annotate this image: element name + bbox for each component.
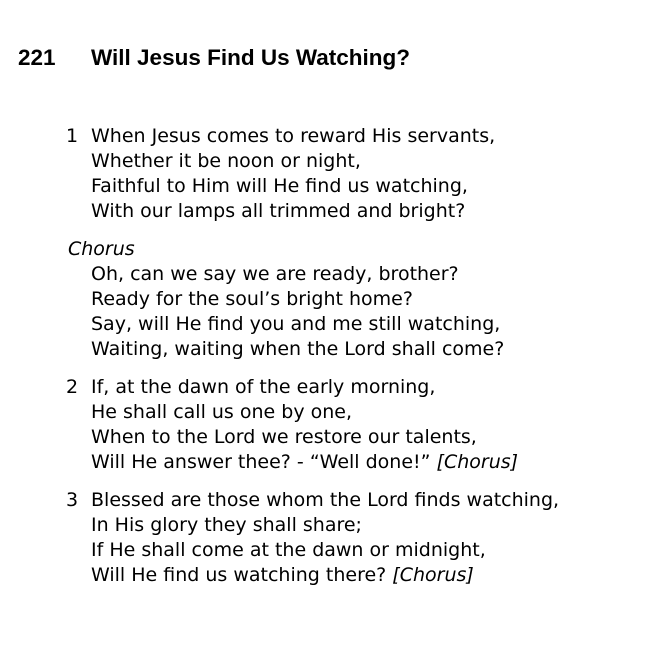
chorus-line-text: Waiting, waiting when the Lord shall come?: [91, 338, 505, 360]
verse-line-text: Whether it be noon or night,: [91, 150, 361, 172]
verse-line-text-with-chorus-ref: [91, 450, 518, 475]
chorus-reference: [Chorus]: [436, 451, 519, 473]
verse-line-text: In His glory they shall share;: [91, 514, 362, 536]
verse-line-text: Will He find us watching there?: [91, 564, 387, 586]
verse-line-text: He shall call us one by one,: [91, 401, 352, 423]
verse-line-text: With our lamps all trimmed and bright?: [91, 200, 466, 222]
verse-number: 1: [66, 125, 79, 147]
verse-line-text: Blessed are those whom the Lord finds watching,: [91, 489, 560, 511]
verse-line-text: Will He answer thee? - “Well done!”: [91, 451, 431, 473]
verse-line-text: If He shall come at the dawn or midnight,: [91, 539, 486, 561]
hymn-title: Will Jesus Find Us Watching?: [91, 45, 410, 70]
verse-line-text: When Jesus comes to reward His servants,: [91, 125, 496, 147]
chorus-line-text: Ready for the soul’s bright home?: [91, 288, 413, 310]
verse-number: 2: [66, 376, 79, 398]
chorus-line-text: Oh, can we say we are ready, brother?: [91, 263, 459, 285]
verse-line-text: When to the Lord we restore our talents,: [91, 426, 477, 448]
verse-line-text-with-chorus-ref: [91, 563, 474, 588]
chorus-reference: [Chorus]: [392, 564, 474, 586]
hymn-number: 221: [18, 45, 56, 70]
chorus-label: Chorus: [68, 238, 135, 260]
chorus-line-text: Say, will He find you and me still watching,: [91, 313, 501, 335]
hymn-header: [18, 44, 410, 72]
verse-line-text: If, at the dawn of the early morning,: [91, 376, 436, 398]
verse-line-text: Faithful to Him will He find us watching,: [91, 175, 468, 197]
verse-number: 3: [66, 489, 79, 511]
